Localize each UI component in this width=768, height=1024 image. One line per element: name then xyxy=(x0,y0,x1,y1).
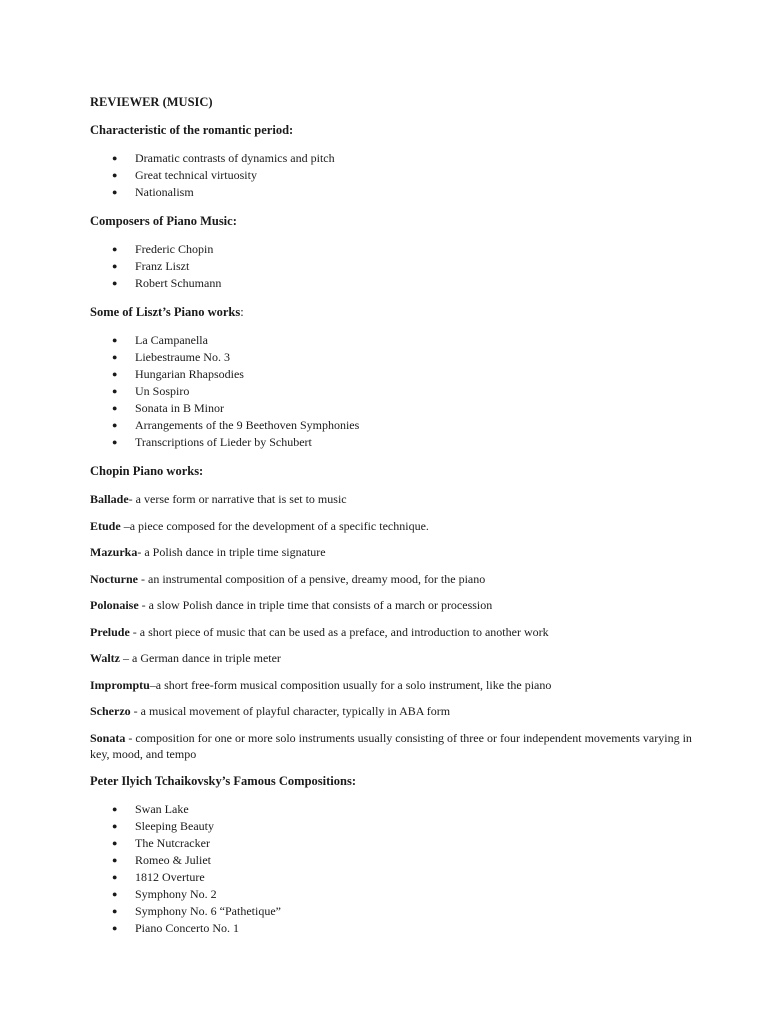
document-title: REVIEWER (MUSIC) xyxy=(90,95,213,109)
bullet-icon: ● xyxy=(112,922,118,933)
definition-etude: Etude –a piece composed for the development of a specific technique. xyxy=(90,518,429,533)
definition-prelude: Prelude - a short piece of music that can be used as a preface, and introduction to another work xyxy=(90,624,549,639)
definition-waltz: Waltz – a German dance in triple meter xyxy=(90,651,281,665)
list-item: ● Un Sospiro xyxy=(112,384,190,398)
definition-ballade: Ballade- a verse form or narrative that is set to music xyxy=(90,492,347,506)
bullet-icon: ● xyxy=(112,244,118,254)
bullet-icon: ● xyxy=(112,386,118,396)
romantic-list xyxy=(90,150,710,201)
bullet-icon: ● xyxy=(112,803,118,814)
bullet-icon: ● xyxy=(112,888,118,899)
bullet-icon: ● xyxy=(112,170,118,180)
list-item: ● Franz Liszt xyxy=(112,259,190,273)
definition-impromptu: Impromptu–a short free-form musical composition usually for a solo instrument, like the piano xyxy=(90,677,552,692)
bullet-icon: ● xyxy=(112,369,118,379)
list-item: ● Dramatic contrasts of dynamics and pitch xyxy=(112,151,335,165)
bullet-icon: ● xyxy=(112,153,118,163)
bullet-icon: ● xyxy=(112,335,118,345)
list-item: ● La Campanella xyxy=(112,333,208,347)
list-item: ● Symphony No. 6 “Pathetique” xyxy=(112,903,281,918)
definition-mazurka: Mazurka- a Polish dance in triple time signature xyxy=(90,545,326,559)
bullet-icon: ● xyxy=(112,837,118,848)
definition-polonaise: Polonaise - a slow Polish dance in triple time that consists of a march or procession xyxy=(90,598,493,612)
list-item: ● Romeo & Juliet xyxy=(112,852,211,867)
list-item: ● Piano Concerto No. 1 xyxy=(112,920,239,935)
bullet-icon: ● xyxy=(112,278,118,288)
bullet-icon: ● xyxy=(112,871,118,882)
definition-nocturne: Nocturne - an instrumental composition of a pensive, dreamy mood, for the piano xyxy=(90,571,486,586)
list-item: ● Sonata in B Minor xyxy=(112,401,224,415)
list-item: ● Arrangements of the 9 Beethoven Symphonies xyxy=(112,418,360,432)
list-item: ● Symphony No. 2 xyxy=(112,886,217,901)
list-item: ● Swan Lake xyxy=(112,801,189,816)
bullet-icon: ● xyxy=(112,905,118,916)
list-item: ● 1812 Overture xyxy=(112,869,205,884)
list-item: ● Great technical virtuosity xyxy=(112,168,257,182)
document-page xyxy=(90,94,710,949)
definition-sonata: Sonata - composition for one or more solo instruments usually consisting of three or four independent movements varying in key, mood, and tempo xyxy=(90,730,692,761)
composers-heading: Composers of Piano Music: xyxy=(90,214,237,228)
romantic-heading: Characteristic of the romantic period: xyxy=(90,123,294,137)
bullet-icon: ● xyxy=(112,437,118,447)
bullet-icon: ● xyxy=(112,854,118,865)
liszt-heading: Some of Liszt’s Piano works: xyxy=(90,305,244,319)
list-item: ● Liebestraume No. 3 xyxy=(112,350,230,364)
tchaikovsky-list xyxy=(90,801,710,937)
bullet-icon: ● xyxy=(112,352,118,362)
bullet-icon: ● xyxy=(112,820,118,831)
bullet-icon: ● xyxy=(112,420,118,430)
list-item: ● Frederic Chopin xyxy=(112,242,214,256)
definition-scherzo: Scherzo - a musical movement of playful character, typically in ABA form xyxy=(90,704,451,718)
list-item: ● Sleeping Beauty xyxy=(112,818,214,833)
liszt-list xyxy=(90,332,710,451)
list-item: ● Robert Schumann xyxy=(112,276,222,290)
bullet-icon: ● xyxy=(112,403,118,413)
list-item: ● The Nutcracker xyxy=(112,835,210,850)
list-item: ● Transcriptions of Lieder by Schubert xyxy=(112,435,312,449)
chopin-heading: Chopin Piano works: xyxy=(90,464,204,478)
bullet-icon: ● xyxy=(112,261,118,271)
list-item: ● Hungarian Rhapsodies xyxy=(112,367,244,381)
tchaikovsky-heading: Peter Ilyich Tchaikovsky’s Famous Compositions: xyxy=(90,773,357,788)
list-item: ● Nationalism xyxy=(112,185,194,199)
composers-list xyxy=(90,241,710,292)
bullet-icon: ● xyxy=(112,187,118,197)
